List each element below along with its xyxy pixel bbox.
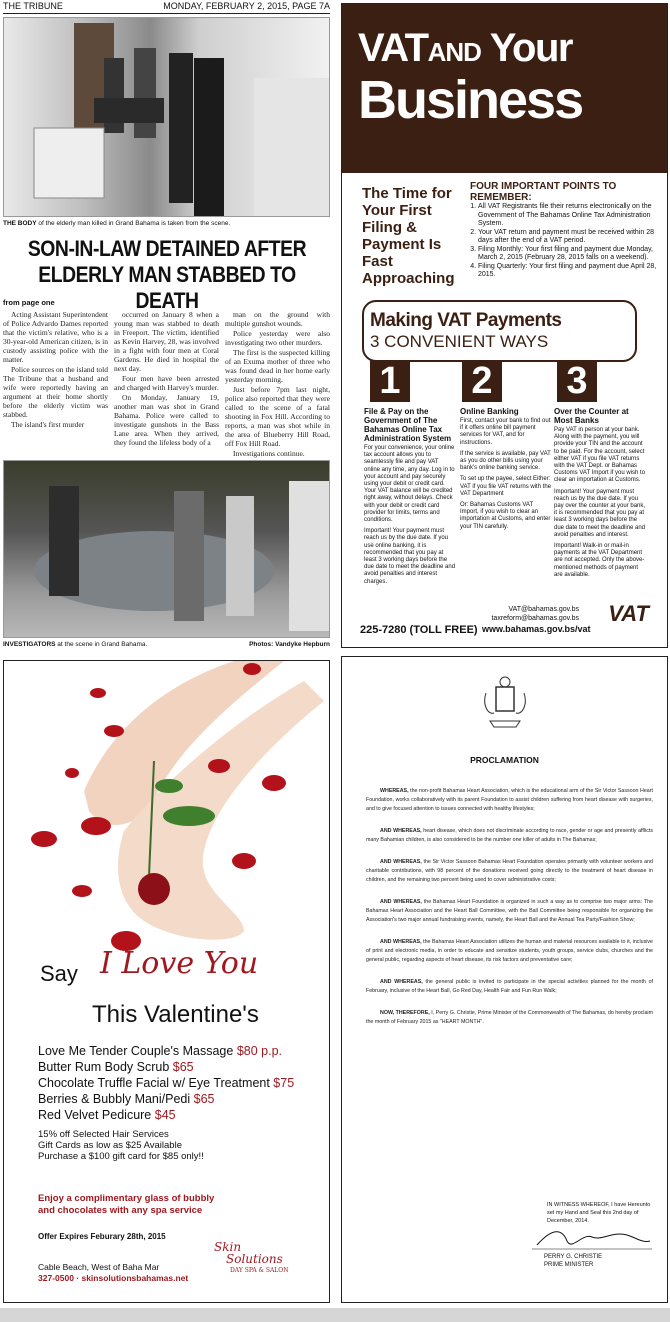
step-1-number: 1 [370,360,410,402]
page-bottom-bar [0,1308,670,1322]
taxreform-email[interactable]: taxreform@bahamas.gov.bs [491,615,579,622]
vat-advertisement [341,3,668,648]
step-2-column: Online Banking First, contact your bank to find out if it offers online bill payment services for VAT, and for instructions. If the service is available, pay VAT as you do other bills using your bank's online banking service. To set up the payee, select Either: VAT if you file VAT returns with the VAT Department Or: Bahamas Customs VAT Import, if you wish to clear an importation at Customs, and enter your TIN carefully. [460,407,552,530]
story-column-1: Acting Assistant Superintendent of Police Advardo Dames reported that the victim's relative, who is a 30-year-old American citizen, is in custody assisting police with the matter. Police sources on the island told The Tribune that a husband and wife were reportedly having an argument at their home shortly before the elderly victim was stabbed. The island's first murder [3,310,108,429]
crime-scene-photo-1 [3,17,330,217]
signatory: PERRY G. CHRISTIE PRIME MINISTER [544,1254,603,1268]
vat-footer [342,599,667,647]
list-item: Berries & Bubbly Mani/Pedi $65 [38,1092,215,1106]
skin-solutions-logo: Skin Solutions DAY SPA & SALON [214,1240,289,1274]
coat-of-arms-icon [480,675,530,735]
crime-scene-photo-2 [3,460,330,638]
photo-2-figures [4,461,330,638]
story-headline: SON-IN-LAW DETAINED AFTER ELDERLY MAN STABBED TO DEATH [27,236,307,313]
step-2-number: 2 [462,360,502,402]
list-item: Butter Rum Body Scrub $65 [38,1060,194,1074]
step-3-number: 3 [557,360,597,402]
spa-contact: Cable Beach, West of Baha Mar 327-0500 · skinsolutionsbahamas.net [38,1262,189,1283]
proclamation-title: PROCLAMATION [470,755,539,765]
vat-header: VATAND Your Business [342,4,667,173]
paper-name: THE TRIBUNE [3,1,63,11]
important-points: FOUR IMPORTANT POINTS TO REMEMBER: 1. All VAT Registrants file their returns electronically on the Government of The Bahamas Online Tax Administration System. 2. Your VAT return and payment must be received within 28 days after the end of a VAT period. 3. Filing Monthly: Your first filing and payment due Monday, March 2, 2015 (February 28, 2015 falls on a weekend). 4. Filing Quarterly: Your first filing and payment due April 28, 2015. [470,181,660,280]
step-1-column: File & Pay on the Government of The Bahamas Online Tax Administration System For your convenience, your online tax account allows you to seamlessly file and pay VAT online any time, any day. Log in to your account and pay securely using your debit or credit card. Your VAT balance will be credited right away, without delays. Check with your debit or credit card provider for limits, terms and conditions. Important! Your payment must reach us by the due date. If you use online banking, it is recommended that you pay at least 3 working days before the due date to meet the deadline and avoid penalties and interest charges. [364,407,456,585]
proclamation-body: WHEREAS, the non-profit Bahamas Heart Association, which is the educational arm of the Sir Victor Sassoon Heart Foundation, works collaboratively with its parent Foundation to assist children suffering from heart disease with surgeries, and to give focused attention to issues connected with healthy lifestyles; AND WHEREAS, heart disease, which does not discriminate according to race, gender or age and presently afflicts many Bahamian children, is also considered to be the number one killer of adults in The Bahamas; AND WHEREAS, the Sir Victor Sassoon Bahamas Heart Foundation operates primarily with volunteer workers and charitable contributions, with 98 percent of the donations received going directly to the treatment of heart disease in children, and the remaining two percent being used to cover administrative costs; AND WHEREAS, the Bahamas Heart Foundation is organized in such a way as to comprise two major arms: The Bahamas Heart Association and the Heart Ball Committee, with the Ball Committee being responsible for organizing the Association's two major annual fundraising events, namely, the Heart Ball and the Annual Tea Party/Fashion Show; AND WHEREAS, the Bahamas Heart Association utilizes the human and material resources available to it, inclusive of print and electronic media, in order to educate and sensitize students, youth groups, service clubs, churches and the general public, regarding aspects of heart disease, its risk factors and preventative care; AND WHEREAS, the general public is invited to participate in the special activities planned for the month of February, inclusive of the Heart Ball, Go Red Day, Health Fair and Fun Run Walk; NOW, THEREFORE, I, Perry G. Christie, Prime Minister of the Commonwealth of The Bahamas, do hereby proclaim the month of February 2015 as "HEART MONTH". [366,788,654,1025]
from-page-one: from page one [3,298,55,307]
this-valentines-text: This Valentine's [92,1001,259,1028]
offer-expiry: Offer Expires Feburary 28th, 2015 [38,1232,166,1241]
story-column-2: occurred on January 8 when a young man was stabbed to death in Freeport. The victim, identified as Kevin Harvey, 28, was involved in a fight with four men at Coral Gardens. He died in hospital the next day. Four men have been arrested and charged with Harvey's murder. On Monday, January 19, another man was shot in Grand Bahama. Police were called to investigate gunshots in the Bass Lane area. When they arrived, they found the lifeless body of a [114,310,219,447]
i-love-you-text: I Love You [100,946,259,981]
photo-1-figures [4,18,330,217]
page-date: MONDAY, FEBRUARY 2, 2015, PAGE 7A [163,1,330,11]
making-vat-payments-box: Making VAT Payments 3 CONVENIENT WAYS [362,300,637,362]
vat-email[interactable]: VAT@bahamas.gov.bs [508,606,579,613]
masthead [3,0,330,14]
list-item: Love Me Tender Couple's Massage $80 p.p. [38,1044,282,1058]
say-text: Say [40,961,78,986]
spa-phone: 327-0500 [38,1273,74,1283]
complimentary-offer: Enjoy a complimentary glass of bubbly and chocolates with any spa service [38,1193,215,1216]
time-first-filing: The Time for Your First Filing & Payment Is Fast Approaching [362,185,455,287]
proclamation-notice [341,656,668,1303]
vat-website[interactable]: www.bahamas.gov.bs/vat [482,624,591,634]
step-3-column: Over the Counter at Most Banks Pay VAT in person at your bank. Along with the payment, you will provide your TIN and the account to be paid. For the account, select either VAT if you file VAT returns with the VAT Dept. or Bahamas Customs VAT Import if you wish to clear an importation at Customs. Important! Your payment must reach us by the due date. If you pay over the counter at your bank, it is recommended that you pay at least 3 working days before the due date to meet the deadline and avoid penalties and interest. Important! Walk-in or mail-in payments at the VAT Department are not accepted. Only the above-mentioned methods of payment are available. [554,407,646,578]
signature-icon [532,1223,652,1253]
feet-and-rose-image [4,661,330,951]
photo-credit: Photos: Vandyke Hepburn [249,641,330,648]
photo-1-caption: THE BODY of the elderly man killed in Grand Bahama is taken from the scene. [3,220,231,227]
story-column-3: man on the ground with multiple gunshot wounds. Police yesterday were also investigating two other murders. The first is the suspected killing of an Exuma mother of three who was found dead in her home early yesterday morning. Just before 7pm last night, police also reported that they were called to the scene of a fatal shooting in Fox Hill. According to reports, a man was shot while in the area of Blueberry Hill Road, off Fox Hill Road. Investigations continue. [225,310,330,458]
spa-advertisement [3,660,330,1303]
spa-website[interactable]: · skinsolutionsbahamas.net [73,1273,189,1283]
photo-2-caption: INVESTIGATORS at the scene in Grand Bahama. Photos: Vandyke Hepburn [3,641,330,648]
hair-and-gift-cards: 15% off Selected Hair Services Gift Cards as low as $25 Available Purchase a $100 gift card for $85 only!! [38,1129,204,1162]
list-item: Red Velvet Pedicure $45 [38,1108,176,1122]
list-item: Chocolate Truffle Facial w/ Eye Treatment $75 [38,1076,295,1090]
vat-logo: VAT [608,601,649,626]
witness-statement: IN WITNESS WHEREOF, I have Hereunto set my Hand and Seal this 2nd day of December, 2014. [547,1202,651,1224]
vat-phone: 225-7280 (TOLL FREE) [360,624,478,636]
spa-services-list [38,1043,294,1123]
